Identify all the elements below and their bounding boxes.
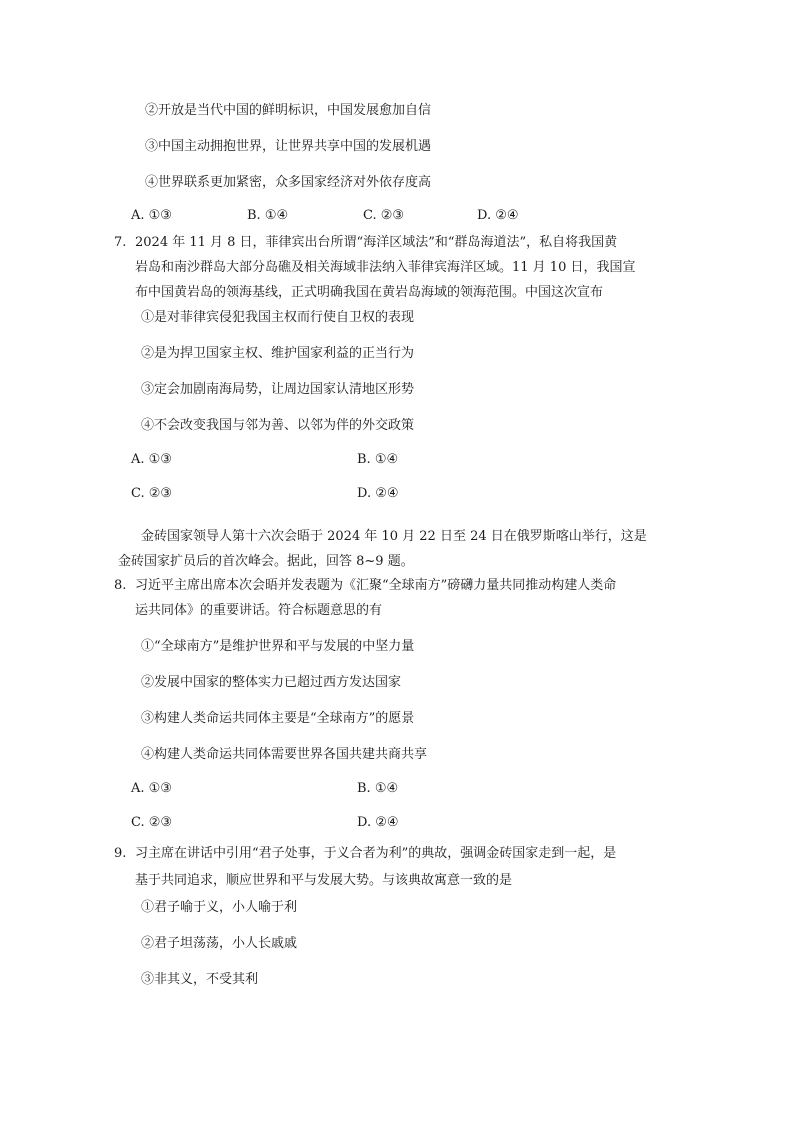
q9-stem-line-1: 习主席在讲话中引用“君子处事，于义合者为利”的典故，强调金砖国家走到一起，是: [135, 846, 617, 861]
q7-statement-1: ①是对菲律宾侵犯我国主权而行使自卫权的表现: [141, 310, 415, 325]
q7-stem-line-2: 岩岛和南沙群岛大部分岛礁及相关海域非法纳入菲律宾海洋区域。11 月 10 日，我国宣: [135, 260, 636, 275]
q8-option-b: B. ①④: [357, 781, 399, 796]
q8-statement-1: ①“全球南方”是维护世界和平与发展的中坚力量: [141, 639, 415, 654]
q7-statement-3: ③定会加剧南海局势，让周边国家认清地区形势: [141, 382, 415, 397]
q7-option-c: C. ②③: [131, 486, 173, 501]
q7-statement-2: ②是为捍卫国家主权、维护国家利益的正当行为: [141, 346, 415, 361]
q8-option-a: A. ①③: [131, 781, 172, 796]
q7-stem-line-1: 2024 年 11 月 8 日，菲律宾出台所谓“海洋区域法”和“群岛海道法”，私自将我国黄: [135, 235, 618, 250]
q8-stem-line-1: 习近平主席出席本次会晤并发表题为《汇聚“全球南方”磅礴力量共同推动构建人类命: [135, 578, 617, 593]
material-line-2: 金砖国家扩员后的首次峰会。据此，回答 8~9 题。: [118, 554, 414, 569]
q7-option-d: D. ②④: [357, 486, 399, 501]
q8-statement-3: ③构建人类命运共同体主要是“全球南方”的愿景: [141, 711, 415, 726]
q7-number: 7.: [114, 235, 127, 250]
q6-option-b: B. ①④: [247, 208, 289, 223]
q7-stem-line-3: 布中国黄岩岛的领海基线，正式明确我国在黄岩岛海域的领海范围。中国这次宣布: [135, 285, 604, 300]
q9-number: 9.: [114, 846, 127, 861]
q6-option-d: D. ②④: [477, 208, 519, 223]
q9-stem-line-2: 基于共同追求，顺应世界和平与发展大势。与该典故寓意一致的是: [135, 873, 513, 888]
material-line-1: 金砖国家领导人第十六次会晤于 2024 年 10 月 22 日至 24 日在俄罗斯喀山举行，这是: [141, 529, 647, 544]
q9-statement-2: ②君子坦荡荡，小人长戚戚: [141, 936, 298, 951]
q9-statement-1: ①君子喻于义，小人喻于利: [141, 900, 298, 915]
q6-option-c: C. ②③: [363, 208, 405, 223]
q9-statement-3: ③非其义，不受其利: [141, 972, 259, 987]
q6-statement-4: ④世界联系更加紧密，众多国家经济对外依存度高: [145, 175, 432, 190]
q7-option-a: A. ①③: [131, 452, 172, 467]
q8-option-d: D. ②④: [357, 815, 399, 830]
q8-statement-4: ④构建人类命运共同体需要世界各国共建共商共享: [141, 747, 428, 762]
q7-option-b: B. ①④: [357, 452, 399, 467]
q8-option-c: C. ②③: [131, 815, 173, 830]
q8-statement-2: ②发展中国家的整体实力已超过西方发达国家: [141, 675, 402, 690]
q6-statement-3: ③中国主动拥抱世界，让世界共享中国的发展机遇: [145, 139, 432, 154]
q6-statement-2: ②开放是当代中国的鲜明标识，中国发展愈加自信: [145, 103, 432, 118]
q7-statement-4: ④不会改变我国与邻为善、以邻为伴的外交政策: [141, 418, 415, 433]
q6-option-a: A. ①③: [131, 208, 172, 223]
q8-number: 8.: [114, 578, 127, 593]
q8-stem-line-2: 运共同体》的重要讲话。符合标题意思的有: [135, 603, 383, 618]
